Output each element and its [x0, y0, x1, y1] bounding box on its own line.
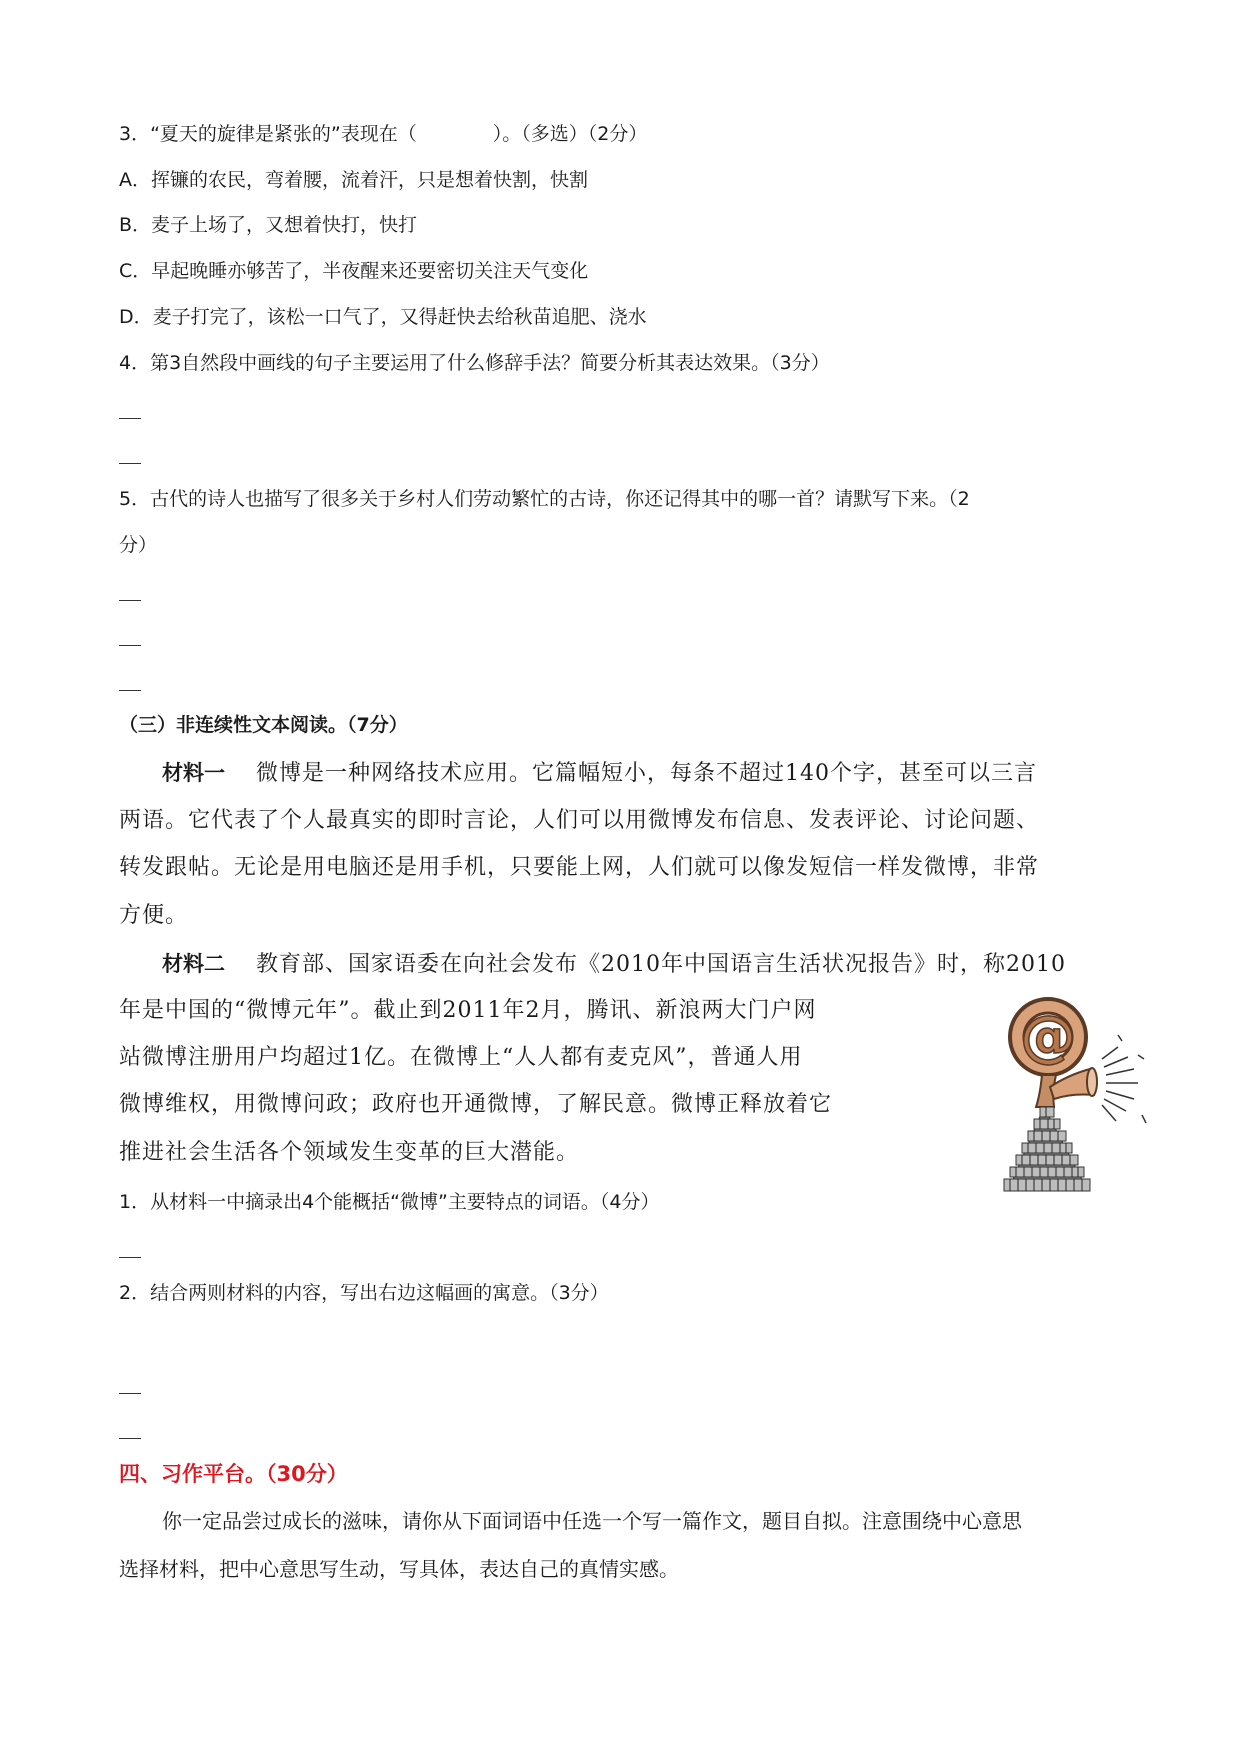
section3-q2: 2．结合两则材料的内容，写出右边这幅画的寓意。（3分）	[119, 1282, 609, 1304]
answer-blank[interactable]	[119, 463, 141, 464]
q4-stem: 4．第3自然段中画线的句子主要运用了什么修辞手法？简要分析其表达效果。（3分）	[119, 352, 830, 374]
q3-option-b: B．麦子上场了，又想着快打，快打	[119, 214, 418, 236]
q5-stem-line2: 分）	[119, 534, 158, 556]
material1-line1	[162, 760, 1037, 787]
section4-prompt-line1: 你一定品尝过成长的滋味，请你从下面词语中任选一个写一篇作文，题目自拟。注意围绕中心意思	[162, 1509, 1022, 1533]
section3-q1: 1．从材料一中摘录出4个能概括“微博”主要特点的词语。（4分）	[119, 1191, 660, 1213]
material1-line2: 两语。它代表了个人最真实的即时言论，人们可以用微博发布信息、发表评论、讨论问题、	[119, 808, 1040, 833]
answer-blank[interactable]	[119, 600, 141, 601]
q3-option-a: A．挥镰的农民，弯着腰，流着汗，只是想着快割，快割	[119, 169, 588, 191]
q3-stem: 3．“夏天的旋律是紧张的”表现在（ ）。（多选）（2分）	[119, 123, 648, 145]
at-symbol: @	[1020, 1004, 1076, 1069]
answer-blank[interactable]	[119, 645, 141, 646]
weibo-cartoon-image	[958, 995, 1158, 1197]
material1-line3: 转发跟帖。无论是用电脑还是用手机，只要能上网，人们就可以像发短信一样发微博，非常	[119, 855, 1040, 880]
answer-blank[interactable]	[119, 690, 141, 691]
section3-title: （三）非连续性文本阅读。（7分）	[119, 714, 408, 736]
material1-text: 微博是一种网络技术应用。它篇幅短小，每条不超过140个字，甚至可以三言	[256, 761, 1037, 786]
material2-line5: 推进社会生活各个领域发生变革的巨大潜能。	[119, 1140, 580, 1165]
section4-prompt-line2: 选择材料，把中心意思写生动，写具体，表达自己的真情实感。	[119, 1557, 679, 1581]
q3-option-c: C．早起晚睡亦够苦了，半夜醒来还要密切关注天气变化	[119, 260, 589, 282]
q5-stem-line1: 5．古代的诗人也描写了很多关于乡村人们劳动繁忙的古诗，你还记得其中的哪一首？请默写下来。（2	[119, 488, 970, 510]
material1-line4: 方便。	[119, 903, 189, 928]
q3-option-d: D．麦子打完了，该松一口气了，又得赶快去给秋苗追肥、浇水	[119, 306, 647, 328]
material2-line3: 站微博注册用户均超过1亿。在微博上“人人都有麦克风”，普通人用	[119, 1045, 803, 1070]
answer-blank[interactable]	[119, 1393, 141, 1394]
material2-line2: 年是中国的“微博元年”。截止到2011年2月，腾讯、新浪两大门户网	[119, 998, 817, 1023]
answer-blank[interactable]	[119, 1257, 141, 1258]
answer-blank[interactable]	[119, 1438, 141, 1439]
material2-line4: 微博维权，用微博问政；政府也开通微博，了解民意。微博正释放着它	[119, 1092, 833, 1117]
material1-label: 材料一	[162, 761, 225, 785]
material2-line1	[162, 951, 1066, 978]
answer-blank[interactable]	[119, 418, 141, 419]
material2-text: 教育部、国家语委在向社会发布《2010年中国语言生活状况报告》时，称2010	[256, 952, 1066, 977]
material2-label: 材料二	[162, 952, 225, 976]
section4-title: 四、习作平台。（30分）	[119, 1462, 348, 1486]
